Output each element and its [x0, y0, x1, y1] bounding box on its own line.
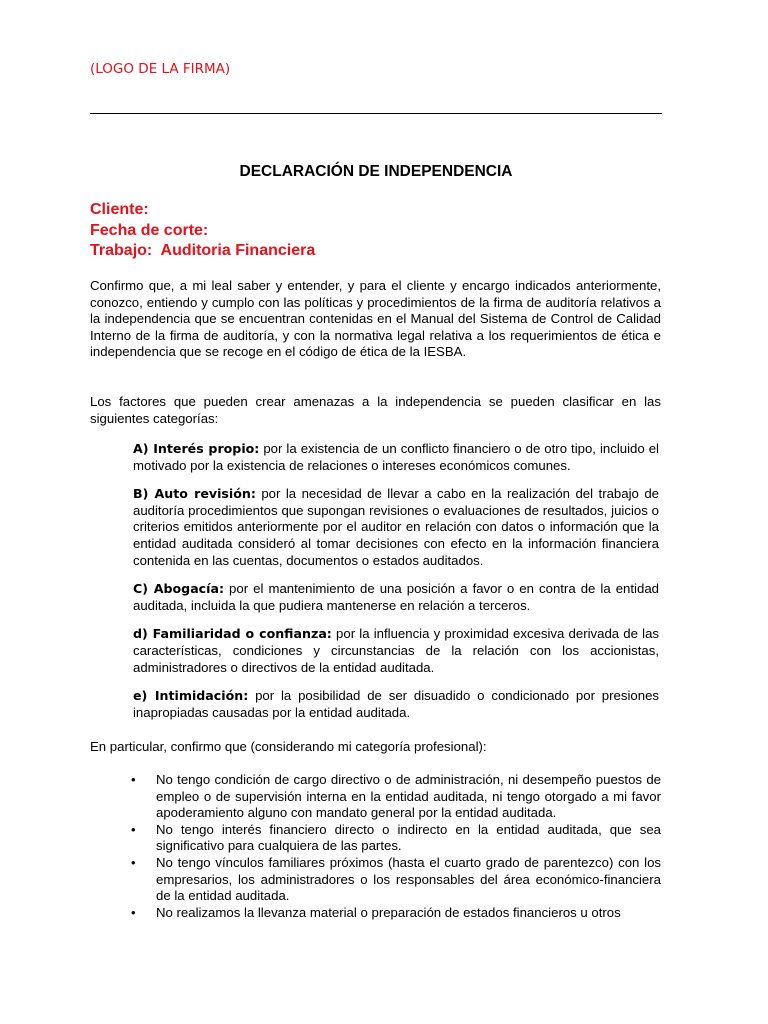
cutoff-date-label: Fecha de corte: — [90, 221, 209, 239]
header-divider — [90, 113, 662, 114]
list-item — [131, 905, 661, 922]
job-label: Trabajo: Auditoria Financiera — [90, 242, 316, 259]
category-term: d) Familiaridad o confianza: — [133, 626, 332, 642]
category-term: A) Interés propio: — [133, 441, 260, 456]
list-item-text: No tengo interés financiero directo o indirecto en la entidad auditada, que sea significativo para cualquiera de las partes. — [156, 821, 661, 854]
category-term: B) Auto revisión: — [133, 486, 256, 502]
category-item — [133, 688, 659, 721]
list-item — [131, 855, 661, 905]
client-label: Cliente: — [90, 201, 149, 218]
category-text: por la necesidad de llevar a cabo en la realización del trabajo de auditoría procedimientos que supongan revisiones o evaluaciones de resultados, juicios o criterios emitidos anteriormente por el auditor en relación con datos o información que la entidad auditada consideró al tomar decisiones con efecto en la información financiera contenida en las cuentas, documentos o estados auditados. — [133, 486, 659, 568]
list-item-text: No tengo condición de cargo directivo o de administración, ni desempeño puestos de empleo o de supervisión interna en la entidad auditada, ni tengo otorgado a mi favor apoderamiento alguno con mandato general por la entidad auditada. — [156, 772, 661, 821]
threat-categories — [133, 441, 659, 733]
category-item — [133, 486, 659, 569]
document-title: DECLARACIÓN DE INDEPENDENCIA — [239, 163, 513, 180]
category-item — [133, 626, 659, 676]
particular-confirmation-intro: En particular, confirmo que (considerando mi categoría profesional): — [90, 739, 487, 754]
engagement-info — [90, 200, 315, 262]
category-item — [133, 581, 659, 614]
bullet-icon: • — [131, 904, 136, 920]
threat-factors-intro: Los factores que pueden crear amenazas a la independencia se pueden clasificar en las siguientes categorías: — [90, 394, 661, 426]
bullet-icon: • — [131, 854, 136, 870]
category-text: por el mantenimiento de una posición a favor o en contra de la entidad auditada, incluida la que pudiera mantenerse en relación a terceros. — [133, 581, 659, 613]
category-text: por la existencia de un conflicto financiero o de otro tipo, incluido el motivado por la existencia de relaciones o intereses económicos comunes. — [133, 441, 659, 473]
list-item-text: No realizamos la llevanza material o preparación de estados financieros u otros — [156, 904, 621, 920]
list-item — [131, 822, 661, 855]
category-text: por la influencia y proximidad excesiva derivada de las características, condiciones y circunstancias de la relación con los accionistas, administradores o directivos de la entidad auditada. — [133, 626, 659, 675]
confirmation-paragraph: Confirmo que, a mi leal saber y entender, y para el cliente y encargo indicados anteriormente, conozco, entiendo y cumplo con las políticas y procedimientos de la firma de auditoría relativos a la independencia que se encuentran contenidas en el Manual del Sistema de Control de Calidad Interno de la firma de auditoría, y con la normativa legal relativa a los requerimientos de ética e independencia que se recoge en el código de ética de la IESBA. — [90, 278, 661, 360]
bullet-icon: • — [131, 772, 136, 787]
category-term: e) Intimidación: — [133, 688, 249, 704]
list-item — [131, 772, 661, 822]
category-item — [133, 441, 659, 474]
bullet-icon: • — [131, 821, 136, 837]
category-text: por la posibilidad de ser disuadido o condicionado por presiones inapropiadas causadas por la entidad auditada. — [133, 688, 659, 720]
logo-placeholder: (LOGO DE LA FIRMA) — [90, 61, 231, 77]
list-item-text: No tengo vínculos familiares próximos (hasta el cuarto grado de parentezco) con los empresarios, los administradores o los responsables del área económico-financiera de la entidad auditada. — [156, 854, 661, 904]
confirmation-bullet-list — [131, 772, 661, 921]
category-term: C) Abogacía: — [133, 581, 225, 597]
